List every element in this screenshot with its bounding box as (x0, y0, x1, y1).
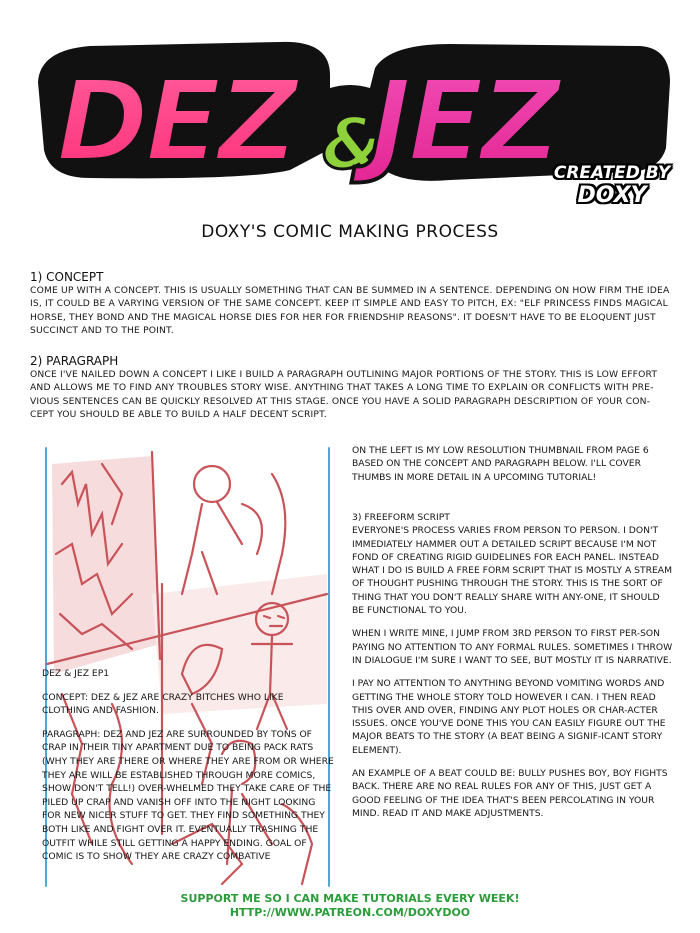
thumbnail-notes (42, 667, 334, 874)
created-by-label: CREATED BY (553, 163, 671, 183)
concept-heading: 1) CONCEPT (30, 270, 104, 284)
freeform-script-heading: 3) FREEFORM SCRIPT (352, 512, 450, 523)
freeform-script-p4: AN EXAMPLE OF A BEAT COULD BE: BULLY PUSHES BOY, BOY FIGHTS BACK. THERE ARE NO REAL RULES FOR ANY OF THIS, JUST GET A GOOD FEELING OF THE IDEA THAT'S BEEN PERCOLATING IN YOUR MIND. READ IT AND MAKE ADJUSTMENTS. (352, 768, 668, 819)
thumbnail-concept: CONCEPT: DEZ & JEZ ARE CRAZY BITCHES WHO LIKE CLOTHING AND FASHION. (42, 691, 284, 717)
thumbnail-paragraph: PARAGRAPH: DEZ AND JEZ ARE SURROUNDED BY TONS OF CRAP IN THEIR TINY APARTMENT DUE TO BEING PACK RATS (WHY THEY ARE THERE OR WHERE THEY ARE FROM OR WHERE THEY ARE WILL BE ESTABLISHED THROUGH MORE COMICS, SHOW DON'T TELL!) OVER-WHELMED THEY TAKE CARE OF THE PILED UP CRAP AND VANISH OFF INTO THE NIGHT LOOKING FOR NEW NICER STUFF TO GET. THEY FIND SOMETHING THEY BOTH LIKE AND FIGHT OVER IT. EVENTUALLY TRASHING THE OUTFIT WHILE STILL GETTING A HAPPY ENDING. GOAL OF COMIC IS TO SHOW THEY ARE CRAZY COMBATIVE (42, 728, 334, 863)
logo-dez: DEZ (56, 57, 295, 187)
page-title: DOXY'S COMIC MAKING PROCESS (201, 222, 499, 242)
freeform-script-section (352, 511, 674, 830)
author-name: DOXY (577, 183, 647, 208)
support-footer (0, 892, 700, 920)
freeform-script-p3: I PAY NO ATTENTION TO ANYTHING BEYOND VOMITING WORDS AND GETTING THE WHOLE STORY TOLD HOWEVER I CAN. I THEN READ THIS OVER AND OVER, FINDING ANY PLOT HOLES OR CHAR-ACTER ISSUES. ONCE YOU'VE DONE THIS YOU CAN EASILY FIGURE OUT THE MAJOR BEATS TO THE STORY (A BEAT BEING A SIGNIF-ICANT STORY ELEMENT). (352, 678, 666, 756)
paragraph-heading: 2) PARAGRAPH (30, 354, 119, 368)
thumbnail-intro: ON THE LEFT IS MY LOW RESOLUTION THUMBNAIL FROM PAGE 6 BASED ON THE CONCEPT AND PARAGRAPH BELOW. I'LL COVER THUMBS IN MORE DETAIL IN A UPCOMING TUTORIAL! (352, 445, 649, 483)
freeform-script-p2: WHEN I WRITE MINE, I JUMP FROM 3RD PERSON TO FIRST PER-SON PAYING NO ATTENTION TO ANY FORMAL RULES. SOMETIMES I THROW IN DIALOGUE I'M SURE I WANT TO SEE, BUT MOSTLY IT IS NARRATIVE. (352, 628, 673, 666)
paragraph-body: ONCE I'VE NAILED DOWN A CONCEPT I LIKE I BUILD A PARAGRAPH OUTLINING MAJOR PORTIONS OF THE STORY. THIS IS LOW EFFORT AND ALLOWS ME TO FIND ANY TROUBLES STORY WISE. ANYTHING THAT TAKES A LONG TIME TO EXPLAIN OR CONFLICTS WITH PRE-VIOUS SENTENCES CAN BE QUICKLY RESOLVED AT THIS STAGE. ONCE YOU HAVE A SOLID PARAGRAPH DESCRIPTION OF YOUR CON-CEPT YOU SHOULD BE ABLE TO BUILD A HALF DECENT SCRIPT. (30, 369, 658, 420)
logo-ampersand: & (322, 103, 384, 185)
thumbnail-episode-title: DEZ & JEZ EP1 (42, 668, 110, 679)
logo-jez: JEZ (370, 57, 558, 187)
patreon-link[interactable]: HTTP://WWW.PATREON.COM/DOXYDOO (229, 906, 471, 919)
support-message: SUPPORT ME SO I CAN MAKE TUTORIALS EVERY WEEK! (180, 892, 520, 905)
created-by-credit (548, 163, 676, 208)
concept-body: COME UP WITH A CONCEPT. THIS IS USUALLY SOMETHING THAT CAN BE SUMMED IN A SENTENCE. DEPENDING ON HOW FIRM THE IDEA IS, IT COULD BE A VARYING VERSION OF THE SAME CONCEPT. KEEP IT SIMPLE AND EASY TO PITCH, EX: "ELF PRINCESS FINDS MAGICAL HORSE, THEY BOND AND THE MAGICAL HORSE DIES FOR HER FOR FRIENDSHIP REASONS". IT DOESN'T HAVE TO BE ELOQUENT JUST SUCCINCT AND TO THE POINT. (30, 285, 670, 336)
freeform-script-p1: EVERYONE'S PROCESS VARIES FROM PERSON TO PERSON. I DON'T IMMEDIATELY HAMMER OUT A DETAILED SCRIPT BECAUSE I'M NOT FOND OF CREATING RIGID GUIDELINES FOR EACH PANEL. INSTEAD WHAT I DO IS BUILD A FREE FORM SCRIPT THAT IS MOSTLY A STREAM OF THOUGHT PUSHING THROUGH THE STORY. THIS IS THE SORT OF THING THAT YOU DON'T REALLY SHARE WITH ANY-ONE, IT SHOULD BE FUNCTIONAL TO YOU. (352, 525, 672, 617)
